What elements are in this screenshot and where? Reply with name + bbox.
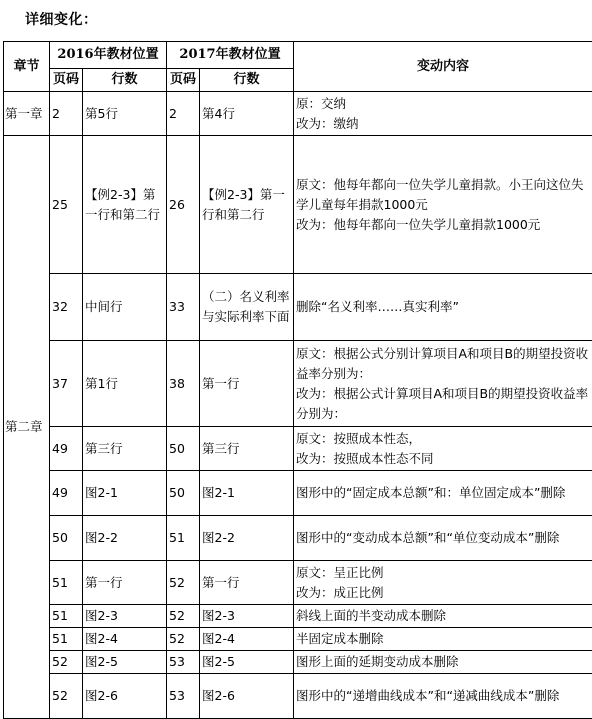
- line-2016: 图2-2: [83, 516, 167, 561]
- line-2017: 图2-6: [200, 674, 294, 719]
- page-2016: 51: [50, 605, 83, 628]
- line-2016: 【例2-3】第一行和第二行: [83, 136, 167, 274]
- change-content: 半固定成本删除: [294, 628, 592, 651]
- change-line: 原文：呈正比例: [296, 563, 590, 583]
- change-line: 改为：按照成本性态不同: [296, 449, 590, 469]
- header-2016-position: 2016年教材位置: [50, 42, 167, 69]
- line-2017: 第一行: [200, 561, 294, 605]
- page-2016: 51: [50, 561, 83, 605]
- change-content: [294, 92, 592, 136]
- line-2016: 第三行: [83, 427, 167, 471]
- change-content: [294, 136, 592, 274]
- page-2017: 51: [167, 516, 200, 561]
- page-2017: 50: [167, 471, 200, 516]
- line-2016: 图2-6: [83, 674, 167, 719]
- table-row: [4, 92, 592, 136]
- page-2016: 51: [50, 628, 83, 651]
- change-line: 改为：他每年都向一位失学儿童捐款1000元: [296, 215, 590, 235]
- line-2017: 第4行: [200, 92, 294, 136]
- change-table: [3, 41, 592, 719]
- line-2017: 【例2-3】第一行和第二行: [200, 136, 294, 274]
- line-2016: 第5行: [83, 92, 167, 136]
- page-2016: 32: [50, 274, 83, 341]
- table-row: [4, 561, 592, 605]
- line-2016: 图2-1: [83, 471, 167, 516]
- line-2016: 中间行: [83, 274, 167, 341]
- page-2016: 50: [50, 516, 83, 561]
- line-2016: 图2-3: [83, 605, 167, 628]
- change-line: 改为：缴纳: [296, 114, 590, 134]
- change-line: 原文：根据公式分别计算项目A和项目B的期望投资收益率分别为：: [296, 344, 590, 384]
- page-2017: 2: [167, 92, 200, 136]
- chapter-cell: 第二章: [4, 136, 50, 719]
- table-row: [4, 136, 592, 274]
- header-line-2017: 行数: [200, 69, 294, 92]
- line-2017: 图2-1: [200, 471, 294, 516]
- line-2017: 图2-5: [200, 651, 294, 674]
- change-content: 图形上面的延期变动成本删除: [294, 651, 592, 674]
- page-2016: 49: [50, 427, 83, 471]
- change-line: 原文：他每年都向一位失学儿童捐款。小王向这位失学儿童每年捐款1000元: [296, 175, 590, 215]
- page-2016: 2: [50, 92, 83, 136]
- header-chapter: 章节: [4, 42, 50, 92]
- table-row: [4, 674, 592, 719]
- line-2016: 图2-5: [83, 651, 167, 674]
- change-content: 图形中的“变动成本总额”和“单位变动成本”删除: [294, 516, 592, 561]
- line-2017: 图2-3: [200, 605, 294, 628]
- table-row: [4, 651, 592, 674]
- table-row: [4, 605, 592, 628]
- change-content: [294, 561, 592, 605]
- change-line: 原文：按照成本性态，: [296, 429, 590, 449]
- header-page-2017: 页码: [167, 69, 200, 92]
- table-row: [4, 471, 592, 516]
- page-2017: 38: [167, 341, 200, 427]
- change-line: 改为：根据公式计算项目A和项目B的期望投资收益率分别为：: [296, 384, 590, 424]
- line-2017: 第三行: [200, 427, 294, 471]
- page-2016: 52: [50, 651, 83, 674]
- header-line-2016: 行数: [83, 69, 167, 92]
- page-2016: 49: [50, 471, 83, 516]
- line-2017: 第一行: [200, 341, 294, 427]
- change-content: 删除“名义利率……真实利率”: [294, 274, 592, 341]
- page-2017: 26: [167, 136, 200, 274]
- page-2016: 52: [50, 674, 83, 719]
- table-row: [4, 274, 592, 341]
- page-2017: 52: [167, 605, 200, 628]
- page-2016: 25: [50, 136, 83, 274]
- line-2016: 第1行: [83, 341, 167, 427]
- line-2016: 图2-4: [83, 628, 167, 651]
- page-2017: 53: [167, 674, 200, 719]
- change-content: [294, 427, 592, 471]
- table-row: [4, 628, 592, 651]
- page-2016: 37: [50, 341, 83, 427]
- change-line: 原：交纳: [296, 94, 590, 114]
- page-2017: 53: [167, 651, 200, 674]
- line-2017: （二）名义利率与实际利率下面: [200, 274, 294, 341]
- header-change-content: 变动内容: [294, 42, 592, 92]
- change-content: 图形中的“固定成本总额”和：单位固定成本”删除: [294, 471, 592, 516]
- change-content: 图形中的“递增曲线成本”和“递减曲线成本”删除: [294, 674, 592, 719]
- page-2017: 52: [167, 561, 200, 605]
- table-row: [4, 516, 592, 561]
- line-2016: 第一行: [83, 561, 167, 605]
- page-2017: 52: [167, 628, 200, 651]
- header-page-2016: 页码: [50, 69, 83, 92]
- page-2017: 50: [167, 427, 200, 471]
- header-2017-position: 2017年教材位置: [167, 42, 294, 69]
- change-line: 改为：成正比例: [296, 583, 590, 603]
- chapter-cell: 第一章: [4, 92, 50, 136]
- table-row: [4, 341, 592, 427]
- page-heading: 详细变化：: [25, 9, 98, 29]
- change-content: 斜线上面的半变动成本删除: [294, 605, 592, 628]
- line-2017: 图2-2: [200, 516, 294, 561]
- change-content: [294, 341, 592, 427]
- page-2017: 33: [167, 274, 200, 341]
- line-2017: 图2-4: [200, 628, 294, 651]
- table-row: [4, 427, 592, 471]
